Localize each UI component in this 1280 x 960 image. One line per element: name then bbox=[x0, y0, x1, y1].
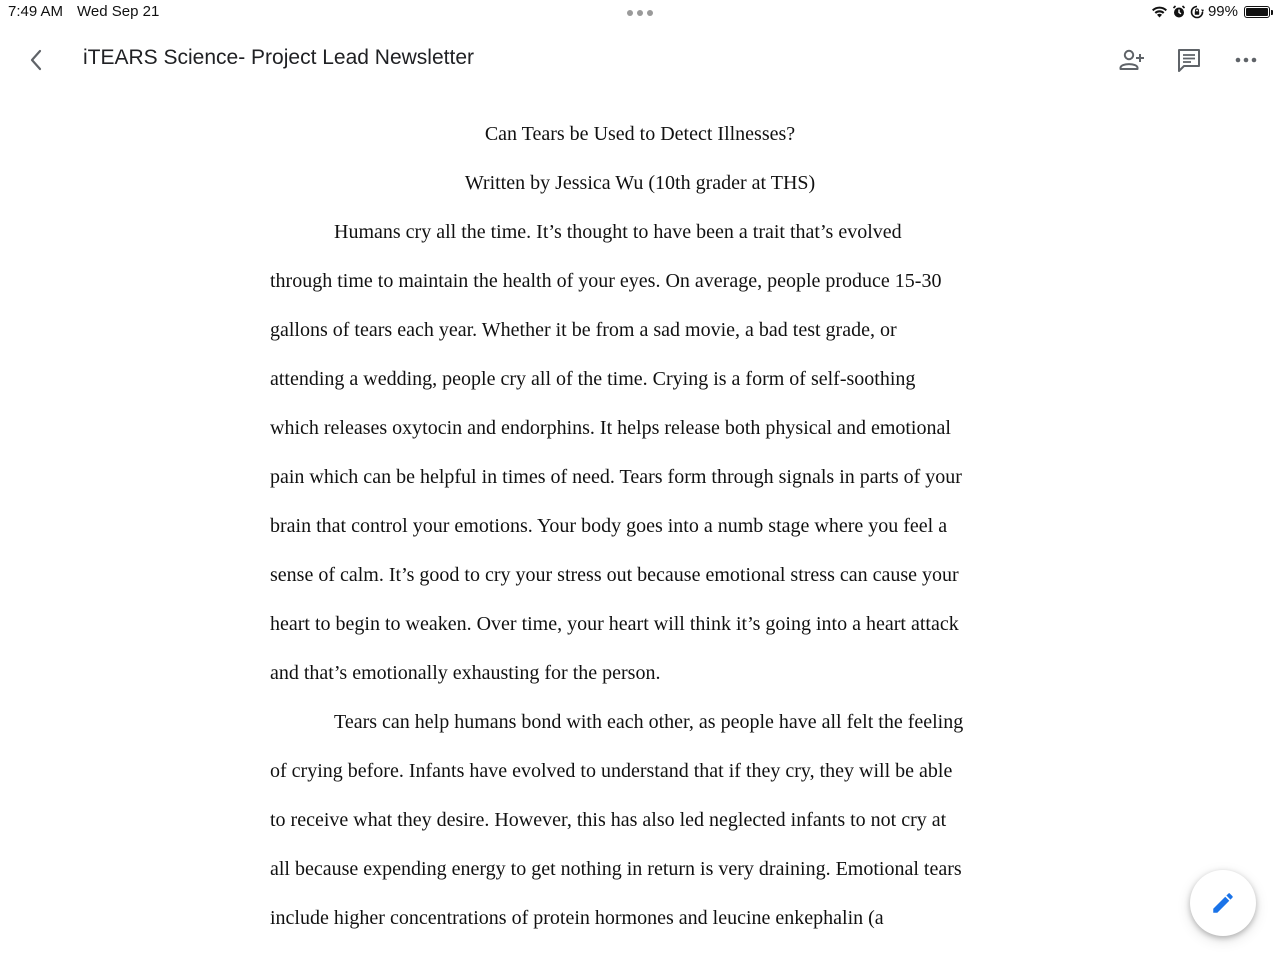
status-time: 7:49 AM bbox=[8, 3, 64, 20]
article-title: Can Tears be Used to Detect Illnesses? bbox=[484, 123, 796, 145]
comments-button[interactable] bbox=[1171, 42, 1207, 78]
more-options-button[interactable] bbox=[1228, 42, 1264, 78]
battery-fill bbox=[1246, 8, 1268, 16]
text-line: which releases oxytocin and endorphins. It helps release both physical and emotional bbox=[270, 417, 951, 439]
add-person-icon bbox=[1118, 48, 1146, 72]
comment-icon bbox=[1176, 47, 1202, 73]
status-indicators bbox=[1151, 3, 1270, 20]
text-line: and that’s emotionally exhausting for the person. bbox=[270, 662, 661, 684]
document-body[interactable] bbox=[270, 110, 1010, 943]
text-line: Humans cry all the time. It’s thought to have been a trait that’s evolved bbox=[334, 221, 902, 243]
text-line: sense of calm. It’s good to cry your stress out because emotional stress can cause your bbox=[270, 564, 959, 586]
text-line: include higher concentrations of protein hormones and leucine enkephalin (a bbox=[270, 907, 884, 929]
paragraph-2 bbox=[270, 698, 1010, 943]
status-date: Wed Sep 21 bbox=[77, 3, 160, 20]
text-line: all because expending energy to get nothing in return is very draining. Emotional tears bbox=[270, 858, 962, 880]
edit-pencil-icon bbox=[1210, 890, 1236, 916]
text-line: attending a wedding, people cry all of the time. Crying is a form of self-soothing bbox=[270, 368, 916, 390]
text-line: of crying before. Infants have evolved to understand that if they cry, they will be able bbox=[270, 760, 953, 782]
article-byline: Written by Jessica Wu (10th grader at THS) bbox=[464, 172, 816, 194]
back-chevron-icon bbox=[29, 49, 43, 71]
multitasking-dots-icon[interactable] bbox=[627, 10, 653, 16]
back-button[interactable] bbox=[20, 44, 52, 76]
text-line: through time to maintain the health of your eyes. On average, people produce 15-30 bbox=[270, 270, 942, 292]
more-dots-icon bbox=[1235, 57, 1257, 63]
alarm-icon bbox=[1172, 5, 1186, 19]
wifi-icon bbox=[1151, 5, 1168, 18]
battery-icon bbox=[1244, 6, 1270, 18]
status-bar bbox=[0, 0, 1280, 24]
text-line: pain which can be helpful in times of need. Tears form through signals in parts of your bbox=[270, 466, 962, 488]
document-title: iTEARS Science- Project Lead Newsletter bbox=[83, 46, 474, 69]
share-button[interactable] bbox=[1114, 42, 1150, 78]
orientation-lock-icon bbox=[1190, 5, 1204, 19]
text-line: brain that control your emotions. Your body goes into a numb stage where you feel a bbox=[270, 515, 948, 537]
battery-percent: 99% bbox=[1207, 3, 1238, 20]
text-line: Tears can help humans bond with each other, as people have all felt the feeling bbox=[334, 711, 964, 733]
text-line: gallons of tears each year. Whether it be from a sad movie, a bad test grade, or bbox=[270, 319, 897, 341]
app-bar bbox=[0, 30, 1280, 90]
text-line: heart to begin to weaken. Over time, your heart will think it’s going into a heart attack bbox=[270, 613, 959, 635]
text-line: to receive what they desire. However, this has also led neglected infants to not cry at bbox=[270, 809, 947, 831]
paragraph-1 bbox=[270, 208, 1010, 698]
edit-button[interactable] bbox=[1190, 870, 1256, 936]
